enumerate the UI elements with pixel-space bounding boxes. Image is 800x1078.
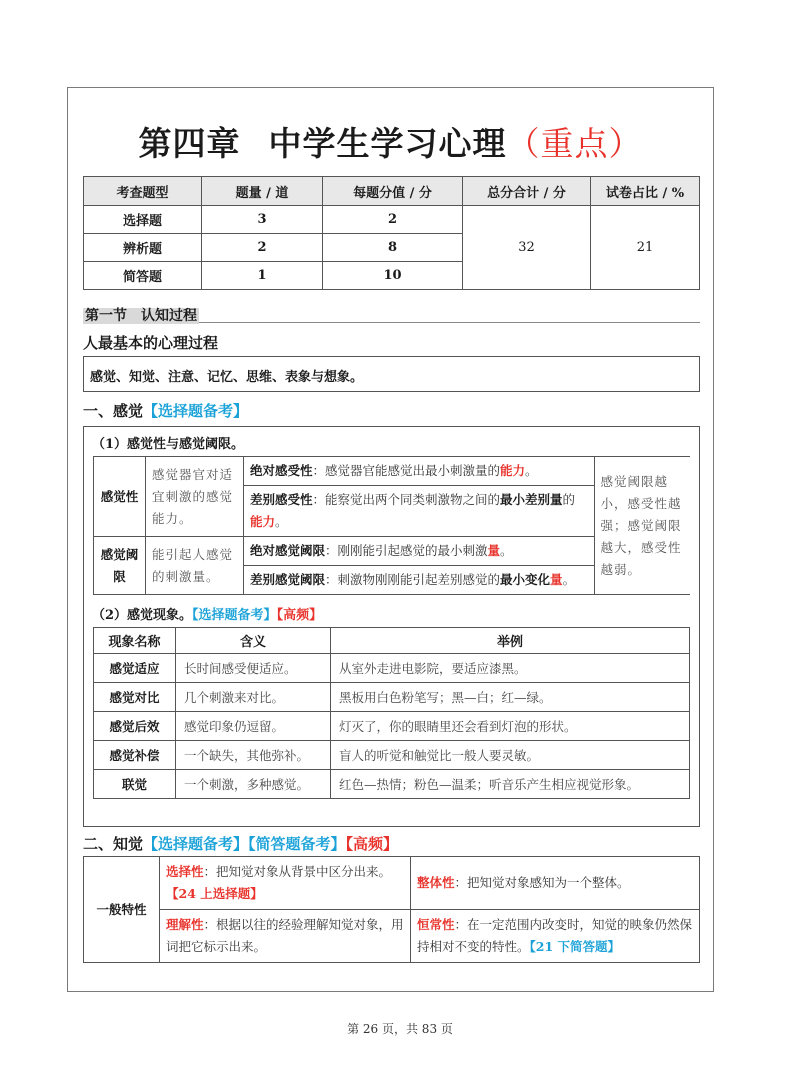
phenomenon-meaning: 长时间感受便适应。: [176, 654, 331, 683]
exam-tag: 【21 下简答题】: [529, 939, 621, 954]
chapter-name: 中学生学习心理: [268, 124, 507, 163]
chapter-mark: （重点）: [506, 124, 643, 163]
perception-tag: 【选择题备考】: [143, 835, 249, 853]
perception-traits-table: [83, 856, 700, 963]
section-heading: [83, 305, 700, 323]
question-type: 简答题: [84, 262, 202, 290]
page-footer: 第 26 页，共 83 页: [347, 1022, 453, 1036]
side-note: 感觉阈限越小，感受性越强；感觉阈限越大，感受性越弱。: [594, 457, 690, 595]
integrity-cell: [411, 857, 700, 910]
part2-label: （2）感觉现象。: [92, 608, 193, 623]
emphasis: 能力: [500, 463, 526, 478]
term: 选择性: [166, 864, 204, 879]
phenomenon-example: 从室外走进电影院，要适应漆黑。: [331, 654, 690, 683]
question-count: 1: [202, 262, 323, 290]
sensitivity-threshold-table: [93, 456, 690, 595]
table-row: [84, 857, 700, 910]
header-cell: 举例: [331, 628, 690, 654]
definition: ：在一定范围内改变时，知觉的映象仍然保持相对不变的特性。: [417, 917, 693, 954]
row-description: 能引起人感觉的刺激量。: [146, 537, 244, 595]
sensation-tag: 【选择题备考】: [143, 402, 249, 420]
phenomenon-example: 灯灭了，你的眼睛里还会看到灯泡的形状。: [331, 712, 690, 741]
table-row: [94, 457, 691, 486]
exam-tag: 【24 上选择题】: [166, 886, 263, 901]
sensation-card: [83, 426, 700, 827]
table-header-row: [84, 177, 700, 206]
phenomenon-name: 感觉后效: [94, 712, 176, 741]
part2-title: [92, 604, 691, 623]
question-type: 辨析题: [84, 234, 202, 262]
phenomenon-name: 感觉适应: [94, 654, 176, 683]
difference-threshold: [244, 566, 595, 595]
phenomenon-example: 黑板用白色粉笔写；黑—白；红—绿。: [331, 683, 690, 712]
part1-title: （1）感觉性与感觉阈限。: [92, 437, 245, 452]
constancy-cell: [411, 910, 700, 963]
definition: ：刺激物刚刚能引起差别感觉的: [325, 572, 501, 587]
connector: 的: [562, 492, 576, 507]
definition: ：刚刚能引起感觉的最小刺激: [325, 543, 488, 558]
section-title: 第一节 认知过程: [85, 308, 197, 324]
high-frequency-tag: 【高频】: [276, 608, 323, 623]
row-description: 感觉器官对适宜刺激的感觉能力。: [146, 457, 244, 537]
table-row: [94, 741, 690, 770]
phenomenon-meaning: 感觉印象仍逗留。: [176, 712, 331, 741]
understanding-cell: [160, 910, 411, 963]
sensation-title: 一、感觉: [83, 402, 144, 420]
row-label: 感觉性: [94, 457, 146, 537]
emphasis: 能力: [250, 514, 276, 529]
question-score: 10: [323, 262, 463, 290]
perception-heading: [83, 833, 398, 854]
bold-term: 最小变化: [500, 572, 551, 587]
difference-sensitivity: [244, 486, 595, 537]
row-label: 一般特性: [84, 857, 160, 963]
phenomenon-meaning: 一个缺失，其他弥补。: [176, 741, 331, 770]
term: 恒常性: [417, 917, 455, 932]
question-type: 选择题: [84, 206, 202, 234]
selectivity-cell: [160, 857, 411, 910]
phenomenon-name: 感觉对比: [94, 683, 176, 712]
emphasis: 量: [550, 572, 563, 587]
term: 绝对感受性: [250, 463, 313, 478]
header-cell: 试卷占比 / %: [591, 177, 700, 206]
header-cell: 总分合计 / 分: [463, 177, 591, 206]
basic-process-box: 感觉、知觉、注意、记忆、思维、表象与想象。: [83, 356, 700, 392]
phenomenon-example: 红色—热情；粉色—温柔；听音乐产生相应视觉形象。: [331, 770, 690, 799]
header-cell: 每题分值 / 分: [323, 177, 463, 206]
punct: 。: [562, 572, 576, 587]
punct: 。: [500, 543, 513, 558]
table-row: [94, 712, 690, 741]
exam-distribution-table: [83, 176, 700, 290]
punct: 。: [275, 514, 288, 529]
chapter-number: 第四章: [138, 124, 241, 163]
phenomenon-example: 盲人的听觉和触觉比一般人要灵敏。: [331, 741, 690, 770]
bold-term: 最小差别量: [500, 492, 563, 507]
page-frame: [67, 87, 714, 992]
table-row: [94, 683, 690, 712]
definition: ：把知觉对象从背景中区分出来。: [203, 864, 392, 879]
phenomenon-meaning: 几个刺激来对比。: [176, 683, 331, 712]
term: 差别感觉阈限: [250, 572, 326, 587]
question-score: 2: [323, 206, 463, 234]
definition: ：能察觉出两个同类刺激物之间的: [312, 492, 501, 507]
term: 差别感受性: [250, 492, 313, 507]
row-label: 感觉阈限: [94, 537, 146, 595]
definition: ：根据以往的经验理解知觉对象，用词把它标示出来。: [166, 917, 404, 954]
paper-ratio: 21: [591, 206, 700, 290]
header-cell: 考查题型: [84, 177, 202, 206]
chapter-title: [68, 118, 713, 165]
header-cell: 题量 / 道: [202, 177, 323, 206]
phenomenon-name: 感觉补偿: [94, 741, 176, 770]
table-header-row: [94, 628, 690, 654]
table-row: [84, 206, 700, 234]
header-cell: 现象名称: [94, 628, 176, 654]
emphasis: 量: [487, 543, 501, 558]
basic-process-heading: 人最基本的心理过程: [83, 334, 219, 352]
term: 整体性: [417, 875, 455, 890]
definition: ：感觉器官能感觉出最小刺激量的: [312, 463, 501, 478]
phenomenon-meaning: 一个刺激，多种感觉。: [176, 770, 331, 799]
question-score: 8: [323, 234, 463, 262]
header-cell: 含义: [176, 628, 331, 654]
part2-tag: 【选择题备考】: [192, 608, 277, 623]
absolute-sensitivity: [244, 457, 595, 486]
sensation-phenomena-table: [93, 627, 690, 799]
term: 理解性: [166, 917, 204, 932]
absolute-threshold: [244, 537, 595, 566]
phenomenon-name: 联觉: [94, 770, 176, 799]
total-score: 32: [463, 206, 591, 290]
table-row: [94, 654, 690, 683]
question-count: 3: [202, 206, 323, 234]
high-frequency-tag: 【高频】: [345, 835, 399, 853]
table-row: [84, 910, 700, 963]
punct: 。: [525, 463, 538, 478]
table-row: [94, 770, 690, 799]
question-count: 2: [202, 234, 323, 262]
perception-tag: 【简答题备考】: [248, 835, 346, 853]
perception-title: 二、知觉: [83, 835, 144, 853]
sensation-heading: [83, 400, 248, 421]
definition: ：把知觉对象感知为一个整体。: [454, 875, 630, 890]
term: 绝对感觉阈限: [250, 543, 326, 558]
